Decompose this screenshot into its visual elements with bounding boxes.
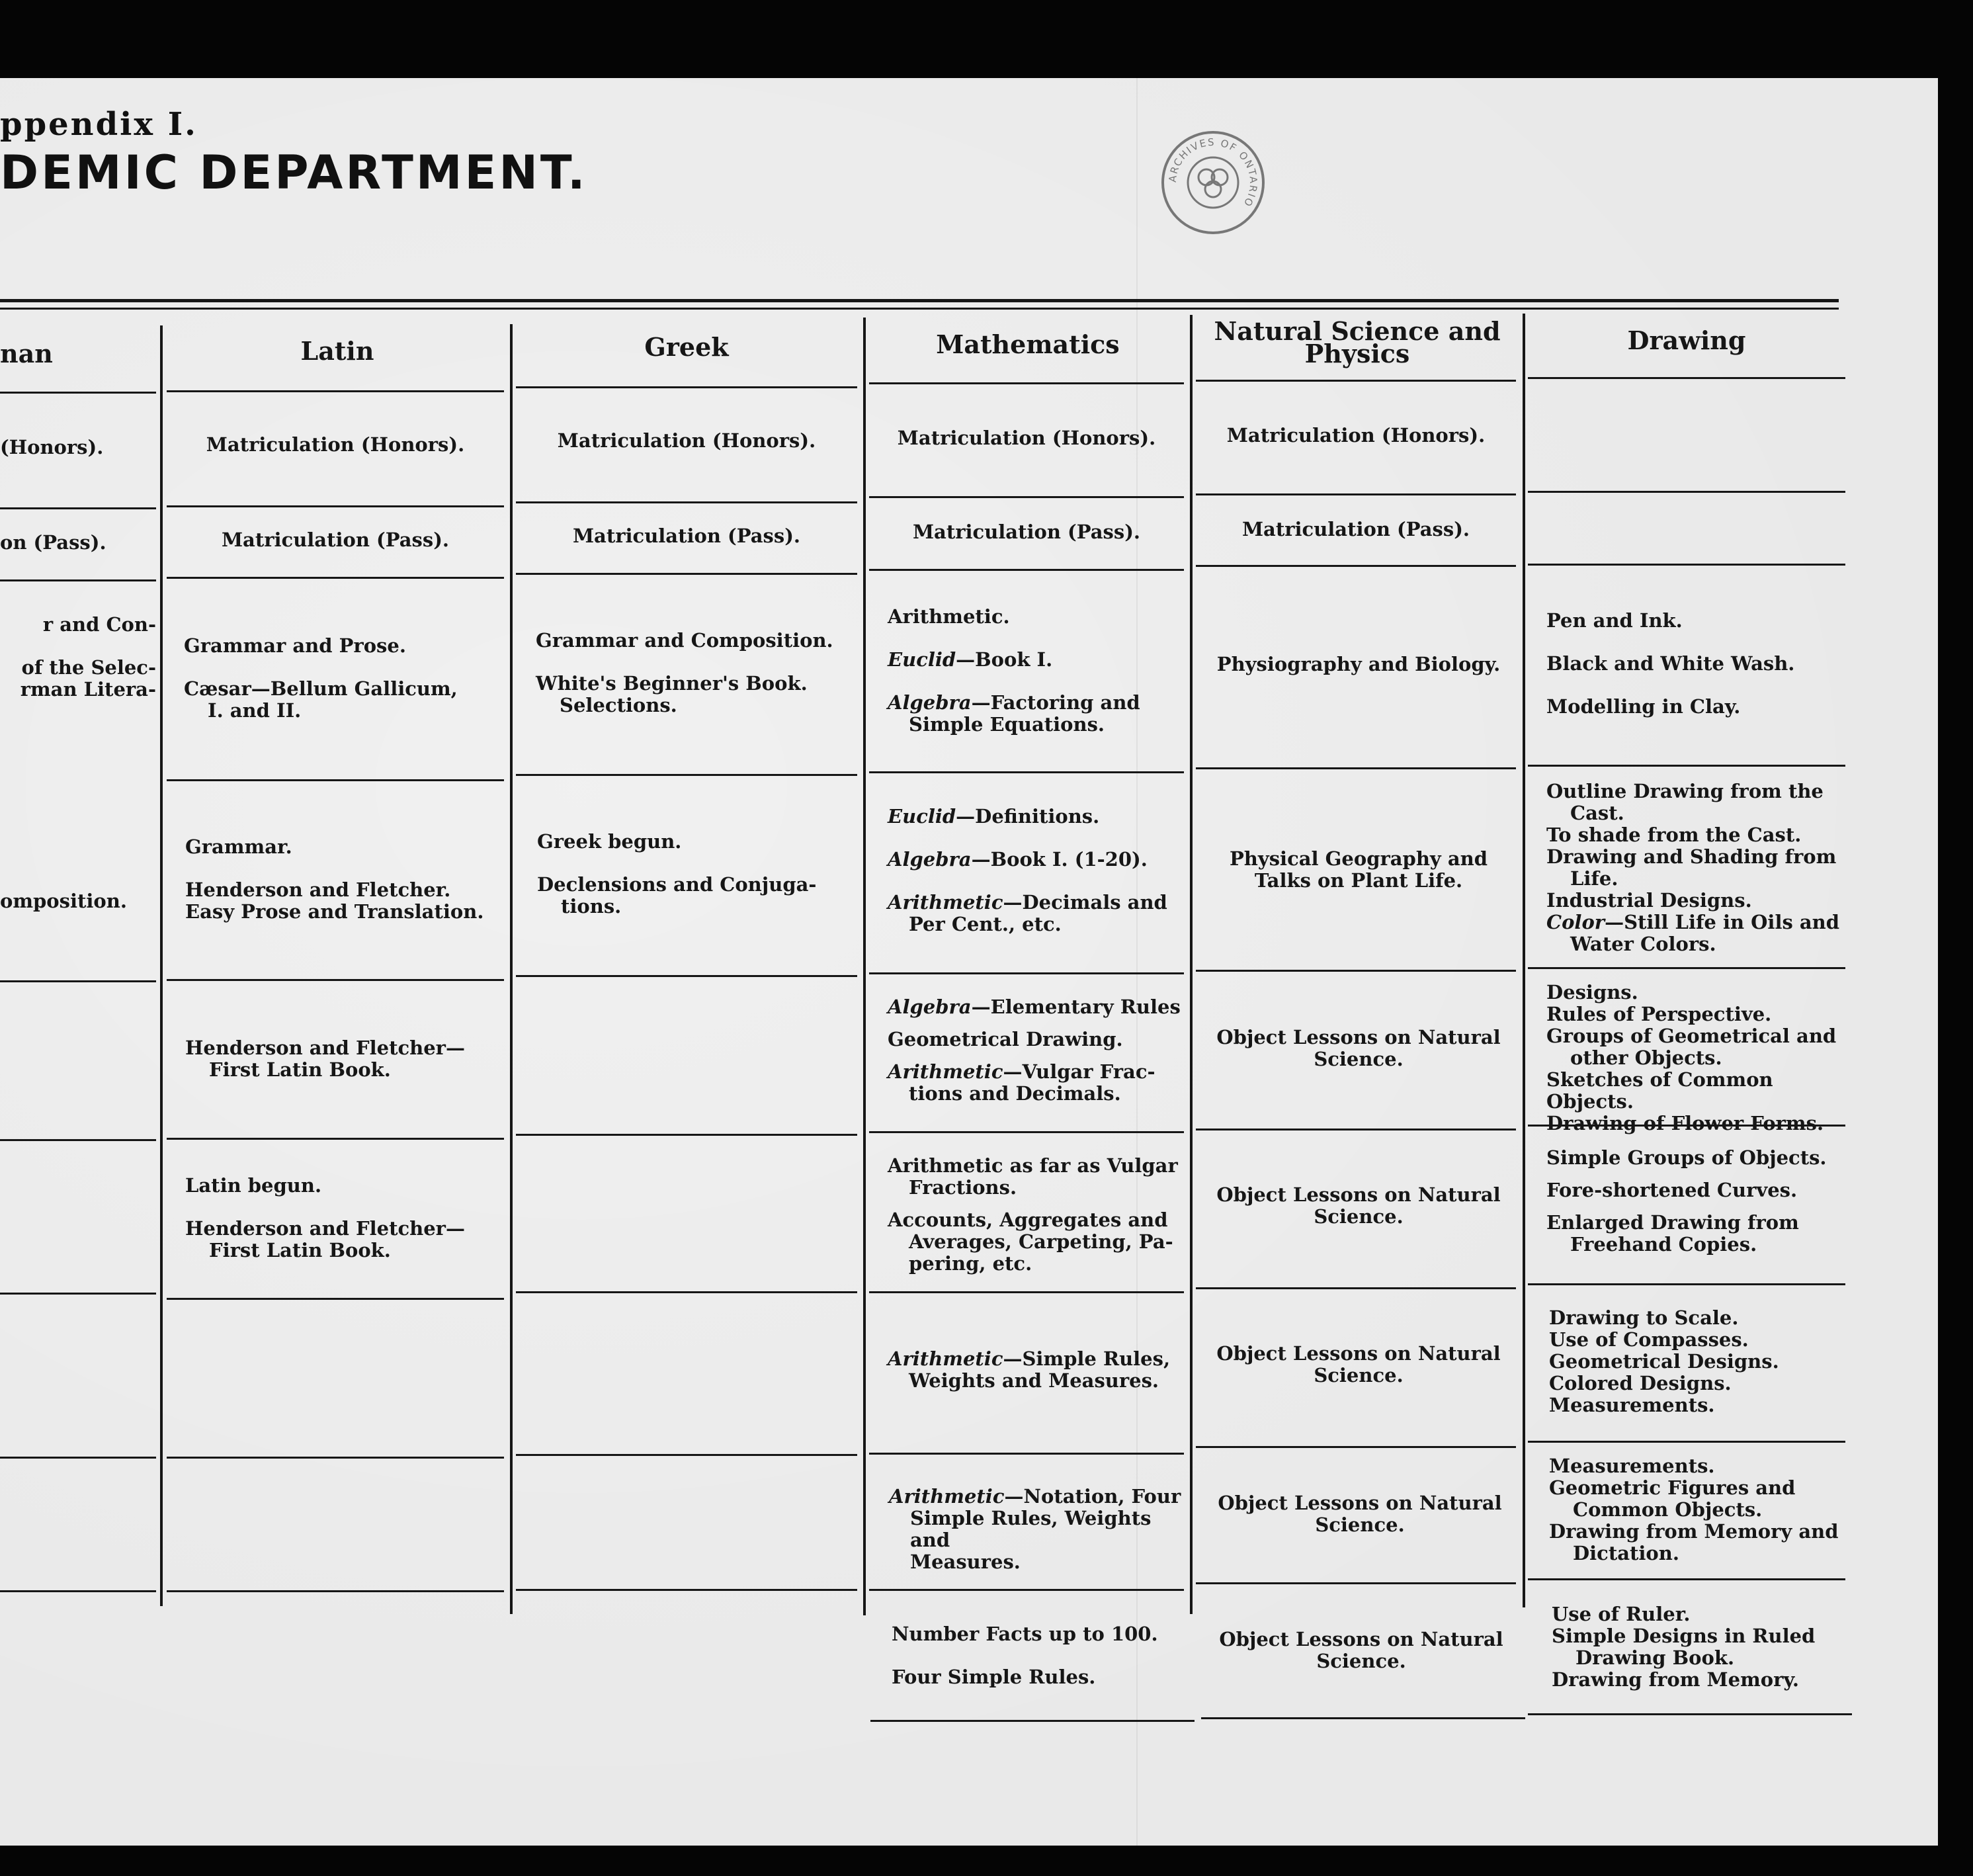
text-line: Measurements. xyxy=(1549,1455,1715,1477)
r4-greek xyxy=(537,831,855,917)
rule xyxy=(0,507,156,509)
r1-latin: Matriculation (Honors). xyxy=(206,433,465,456)
text-line: Water Colors. xyxy=(1570,933,1716,955)
r2-latin: Matriculation (Pass). xyxy=(221,529,450,551)
text-line: White's Beginner's Book. xyxy=(536,672,808,695)
text-line: Accounts, Aggregates and xyxy=(888,1209,1168,1231)
text-line xyxy=(888,649,1185,671)
text-line: Industrial Designs. xyxy=(1546,889,1752,912)
text-line: Modelling in Clay. xyxy=(1546,695,1741,718)
text-line: Freehand Copies. xyxy=(1570,1233,1757,1256)
text-line: Arithmetic as far as Vulgar xyxy=(888,1154,1178,1177)
rule xyxy=(1528,967,1845,969)
header-drawing: Drawing xyxy=(1627,325,1746,355)
header-german: nan xyxy=(0,339,53,368)
text-span: Algebra xyxy=(888,691,972,714)
rule xyxy=(1196,565,1516,567)
text-line: Fractions. xyxy=(909,1176,1017,1199)
r1-german: (Honors). xyxy=(0,436,104,458)
rule xyxy=(516,1454,857,1456)
text-span: Algebra xyxy=(888,996,972,1018)
r4-math xyxy=(888,806,1185,935)
text-line: Number Facts up to 100. xyxy=(892,1623,1158,1645)
rule xyxy=(167,1590,504,1592)
r1-math: Matriculation (Honors). xyxy=(897,427,1156,449)
rule xyxy=(167,505,504,507)
text-line: Weights and Measures. xyxy=(909,1369,1159,1392)
r5-science xyxy=(1198,1027,1519,1070)
r5-drawing xyxy=(1546,982,1851,1134)
text-line: Science. xyxy=(1314,1048,1404,1070)
text-line: Object Lessons on Natural xyxy=(1218,1492,1502,1514)
rule xyxy=(516,573,857,575)
text-line xyxy=(888,1348,1185,1370)
r2-greek: Matriculation (Pass). xyxy=(572,525,801,547)
text-line: Drawing to Scale. xyxy=(1549,1306,1739,1329)
rule xyxy=(1196,1129,1516,1130)
rule xyxy=(1528,765,1845,767)
rule xyxy=(1528,377,1845,379)
r7-drawing xyxy=(1549,1307,1853,1416)
table-top-rule xyxy=(0,299,1839,302)
text-line: Common Objects. xyxy=(1573,1498,1763,1521)
text-line: Rules of Perspective. xyxy=(1546,1003,1772,1025)
text-line: Use of Ruler. xyxy=(1552,1603,1691,1625)
text-line: Grammar and Prose. xyxy=(184,634,406,657)
text-span: Euclid xyxy=(888,648,956,671)
r6-science xyxy=(1198,1184,1519,1228)
r8-drawing xyxy=(1549,1455,1853,1564)
rule xyxy=(1196,380,1516,382)
rule xyxy=(869,1589,1184,1591)
text-line: Talks on Plant Life. xyxy=(1254,869,1463,892)
text-line: Geometric Figures and xyxy=(1549,1476,1796,1499)
rule xyxy=(1196,970,1516,972)
r9-science xyxy=(1201,1629,1521,1672)
header-natural-science: Natural Science and Physics xyxy=(1214,316,1501,368)
text-line: Simple Equations. xyxy=(909,713,1105,736)
r2-math: Matriculation (Pass). xyxy=(912,521,1141,543)
text-line: Sketches of Common Objects. xyxy=(1546,1068,1773,1113)
text-line: Per Cent., etc. xyxy=(909,913,1062,935)
text-span: Color xyxy=(1546,911,1605,933)
text-line: r and Con- xyxy=(42,613,156,636)
text-span: —Book I. xyxy=(956,648,1053,671)
r4-latin xyxy=(185,836,503,923)
rule xyxy=(1196,1287,1516,1289)
text-line: Measurements. xyxy=(1549,1394,1715,1416)
text-line: Grammar and Composition. xyxy=(536,629,833,652)
rule xyxy=(1528,564,1845,566)
text-span: —Notation, Four xyxy=(1004,1485,1181,1508)
text-span: —Decimals and xyxy=(1003,891,1167,914)
rule xyxy=(167,1457,504,1459)
r1-greek: Matriculation (Honors). xyxy=(557,429,816,452)
text-span: Arithmetic xyxy=(888,891,1003,914)
r5-latin xyxy=(185,1037,503,1081)
text-line: Selections. xyxy=(560,694,677,716)
text-line: Science. xyxy=(1314,1364,1404,1386)
text-line: Groups of Geometrical and xyxy=(1546,1025,1837,1047)
text-line xyxy=(888,1061,1185,1083)
col-divider-3 xyxy=(863,318,866,1615)
text-line xyxy=(888,806,1185,828)
r8-math xyxy=(889,1486,1187,1573)
rule xyxy=(869,1291,1184,1293)
header-mathematics: Mathematics xyxy=(936,329,1120,359)
department-title: DEMIC DEPARTMENT. xyxy=(0,146,588,200)
text-span: —Book I. (1-20). xyxy=(971,848,1148,871)
r6-math xyxy=(888,1155,1185,1275)
text-line: Easy Prose and Translation. xyxy=(185,900,484,923)
rule xyxy=(516,975,857,977)
rule xyxy=(516,1589,857,1591)
text-line: Cæsar—Bellum Gallicum, xyxy=(184,677,458,700)
rule xyxy=(1528,1578,1845,1580)
rule xyxy=(869,771,1184,773)
r4-drawing xyxy=(1546,781,1851,955)
text-span: Euclid xyxy=(888,805,956,828)
col-divider-4 xyxy=(1190,315,1193,1614)
text-line: Averages, Carpeting, Pa- xyxy=(909,1230,1173,1253)
rule xyxy=(516,1291,857,1293)
text-span: —Still Life in Oils and xyxy=(1605,911,1840,933)
text-line xyxy=(888,849,1185,871)
r4-science xyxy=(1198,848,1519,892)
r7-science xyxy=(1198,1343,1519,1386)
r8-science xyxy=(1200,1492,1520,1536)
text-line: Object Lessons on Natural xyxy=(1216,1342,1501,1365)
rule xyxy=(1196,1446,1516,1448)
stamp-text: ARCHIVES OF ONTARIO xyxy=(1166,136,1260,210)
rule xyxy=(869,496,1184,498)
text-line: tions and Decimals. xyxy=(909,1082,1121,1105)
text-line: Drawing of Flower Forms. xyxy=(1546,1112,1824,1134)
text-line: Object Lessons on Natural xyxy=(1219,1628,1503,1650)
text-line: Declensions and Conjuga- xyxy=(537,873,817,896)
text-line: Simple Rules, Weights and xyxy=(910,1507,1152,1551)
rule xyxy=(0,980,156,982)
r7-math xyxy=(888,1348,1185,1392)
rule xyxy=(167,979,504,981)
rule xyxy=(0,1139,156,1141)
rule xyxy=(516,1134,857,1136)
text-span: —Factoring and xyxy=(971,691,1140,714)
header-latin: Latin xyxy=(300,336,374,366)
r3-math xyxy=(888,606,1185,736)
rule xyxy=(1528,1283,1845,1285)
text-line: I. and II. xyxy=(208,699,302,722)
rule xyxy=(1528,1713,1852,1715)
rule xyxy=(1196,767,1516,769)
text-line: Science. xyxy=(1314,1205,1404,1228)
rule xyxy=(1528,491,1845,493)
rule xyxy=(0,579,156,581)
col-divider-2 xyxy=(510,324,513,1614)
text-line: Henderson and Fletcher— xyxy=(185,1037,465,1059)
rule xyxy=(1196,1582,1516,1584)
rule xyxy=(870,1720,1195,1722)
rule xyxy=(516,386,857,388)
text-line: other Objects. xyxy=(1570,1046,1722,1069)
rule xyxy=(167,390,504,392)
text-span: —Vulgar Frac- xyxy=(1003,1060,1155,1083)
text-line: rman Litera- xyxy=(20,678,156,701)
col-divider-1 xyxy=(160,325,163,1606)
rule xyxy=(1528,1441,1845,1443)
text-line: Designs. xyxy=(1546,981,1638,1003)
text-line: Science. xyxy=(1315,1514,1405,1536)
text-line: Geometrical Drawing. xyxy=(888,1028,1123,1050)
col-divider-5 xyxy=(1523,314,1525,1607)
text-line: of the Selec- xyxy=(21,656,156,679)
text-line: Enlarged Drawing from xyxy=(1546,1211,1799,1234)
r9-math xyxy=(892,1623,1189,1688)
r2-german: on (Pass). xyxy=(0,531,106,554)
rule xyxy=(1196,493,1516,495)
r3-drawing xyxy=(1546,610,1844,718)
r6-latin xyxy=(185,1175,503,1261)
text-line: Simple Designs in Ruled xyxy=(1552,1625,1816,1647)
text-line: Physical Geography and xyxy=(1229,847,1488,870)
text-span: Arithmetic xyxy=(888,1060,1003,1083)
header-greek: Greek xyxy=(644,332,729,362)
r3-german xyxy=(0,614,156,701)
text-line: Greek begun. xyxy=(537,830,682,853)
text-line: Henderson and Fletcher— xyxy=(185,1217,465,1240)
text-line xyxy=(888,892,1185,914)
text-line: Simple Groups of Objects. xyxy=(1546,1146,1827,1169)
rule xyxy=(869,972,1184,974)
text-line: Grammar. xyxy=(185,835,292,858)
text-line: Object Lessons on Natural xyxy=(1216,1183,1501,1206)
rule xyxy=(167,1298,504,1300)
text-span: Algebra xyxy=(888,848,972,871)
text-line: First Latin Book. xyxy=(209,1239,391,1261)
text-span: Arithmetic xyxy=(889,1485,1005,1508)
text-line xyxy=(889,1486,1187,1508)
text-line: First Latin Book. xyxy=(209,1058,391,1081)
r9-drawing xyxy=(1552,1603,1849,1691)
r3-science: Physiography and Biology. xyxy=(1216,653,1501,675)
text-line: Pen and Ink. xyxy=(1546,609,1683,632)
text-span: —Simple Rules, xyxy=(1003,1347,1171,1370)
archives-stamp xyxy=(1159,128,1267,237)
rule xyxy=(167,1138,504,1140)
text-line: Drawing from Memory. xyxy=(1552,1668,1800,1691)
text-line xyxy=(888,996,1185,1018)
text-line: Colored Designs. xyxy=(1549,1372,1732,1394)
rule xyxy=(167,779,504,781)
r4-german: omposition. xyxy=(0,890,127,912)
text-line: Dictation. xyxy=(1573,1542,1679,1564)
rule xyxy=(869,1131,1184,1133)
text-line: Geometrical Designs. xyxy=(1549,1350,1779,1373)
text-line: Henderson and Fletcher. xyxy=(185,878,451,901)
rule xyxy=(516,501,857,503)
rule xyxy=(869,569,1184,571)
r5-math xyxy=(888,996,1185,1105)
text-line xyxy=(1546,912,1851,933)
scan-border xyxy=(0,1846,1973,1876)
rule xyxy=(516,774,857,776)
rule xyxy=(0,1590,156,1592)
text-line: Fore-shortened Curves. xyxy=(1546,1179,1798,1201)
text-line: Life. xyxy=(1570,867,1618,890)
text-line: Use of Compasses. xyxy=(1549,1328,1749,1351)
rule xyxy=(0,392,156,394)
r1-science: Matriculation (Honors). xyxy=(1226,424,1486,447)
rule xyxy=(1201,1717,1525,1719)
text-line: Object Lessons on Natural xyxy=(1216,1026,1501,1048)
text-line: To shade from the Cast. xyxy=(1546,824,1802,846)
r6-drawing xyxy=(1546,1147,1851,1256)
text-span: Arithmetic xyxy=(888,1347,1003,1370)
text-line: pering, etc. xyxy=(909,1252,1032,1275)
rule xyxy=(0,1457,156,1459)
text-line: Latin begun. xyxy=(185,1174,322,1197)
text-span: —Elementary Rules xyxy=(971,996,1181,1018)
text-line: Measures. xyxy=(910,1551,1021,1573)
text-line: Drawing Book. xyxy=(1575,1646,1735,1669)
text-line: Drawing from Memory and xyxy=(1549,1520,1839,1543)
text-line: Four Simple Rules. xyxy=(892,1666,1096,1688)
appendix-title: ppendix I. xyxy=(0,106,198,143)
text-line: Science. xyxy=(1316,1650,1406,1672)
text-line: tions. xyxy=(561,895,622,917)
text-span: —Definitions. xyxy=(956,805,1100,828)
rule xyxy=(0,1293,156,1295)
text-line: Outline Drawing from the xyxy=(1546,780,1824,802)
text-line: Arithmetic. xyxy=(888,605,1010,628)
r3-latin xyxy=(184,635,501,722)
table-top-rule-inner xyxy=(0,308,1839,310)
text-line xyxy=(888,692,1185,714)
r2-science: Matriculation (Pass). xyxy=(1241,518,1470,540)
rule xyxy=(167,577,504,579)
text-line: Black and White Wash. xyxy=(1546,652,1795,675)
rule xyxy=(869,382,1184,384)
text-line: Drawing and Shading from xyxy=(1546,845,1837,868)
text-line: Cast. xyxy=(1570,802,1624,824)
rule xyxy=(869,1453,1184,1455)
r3-greek xyxy=(536,630,853,716)
